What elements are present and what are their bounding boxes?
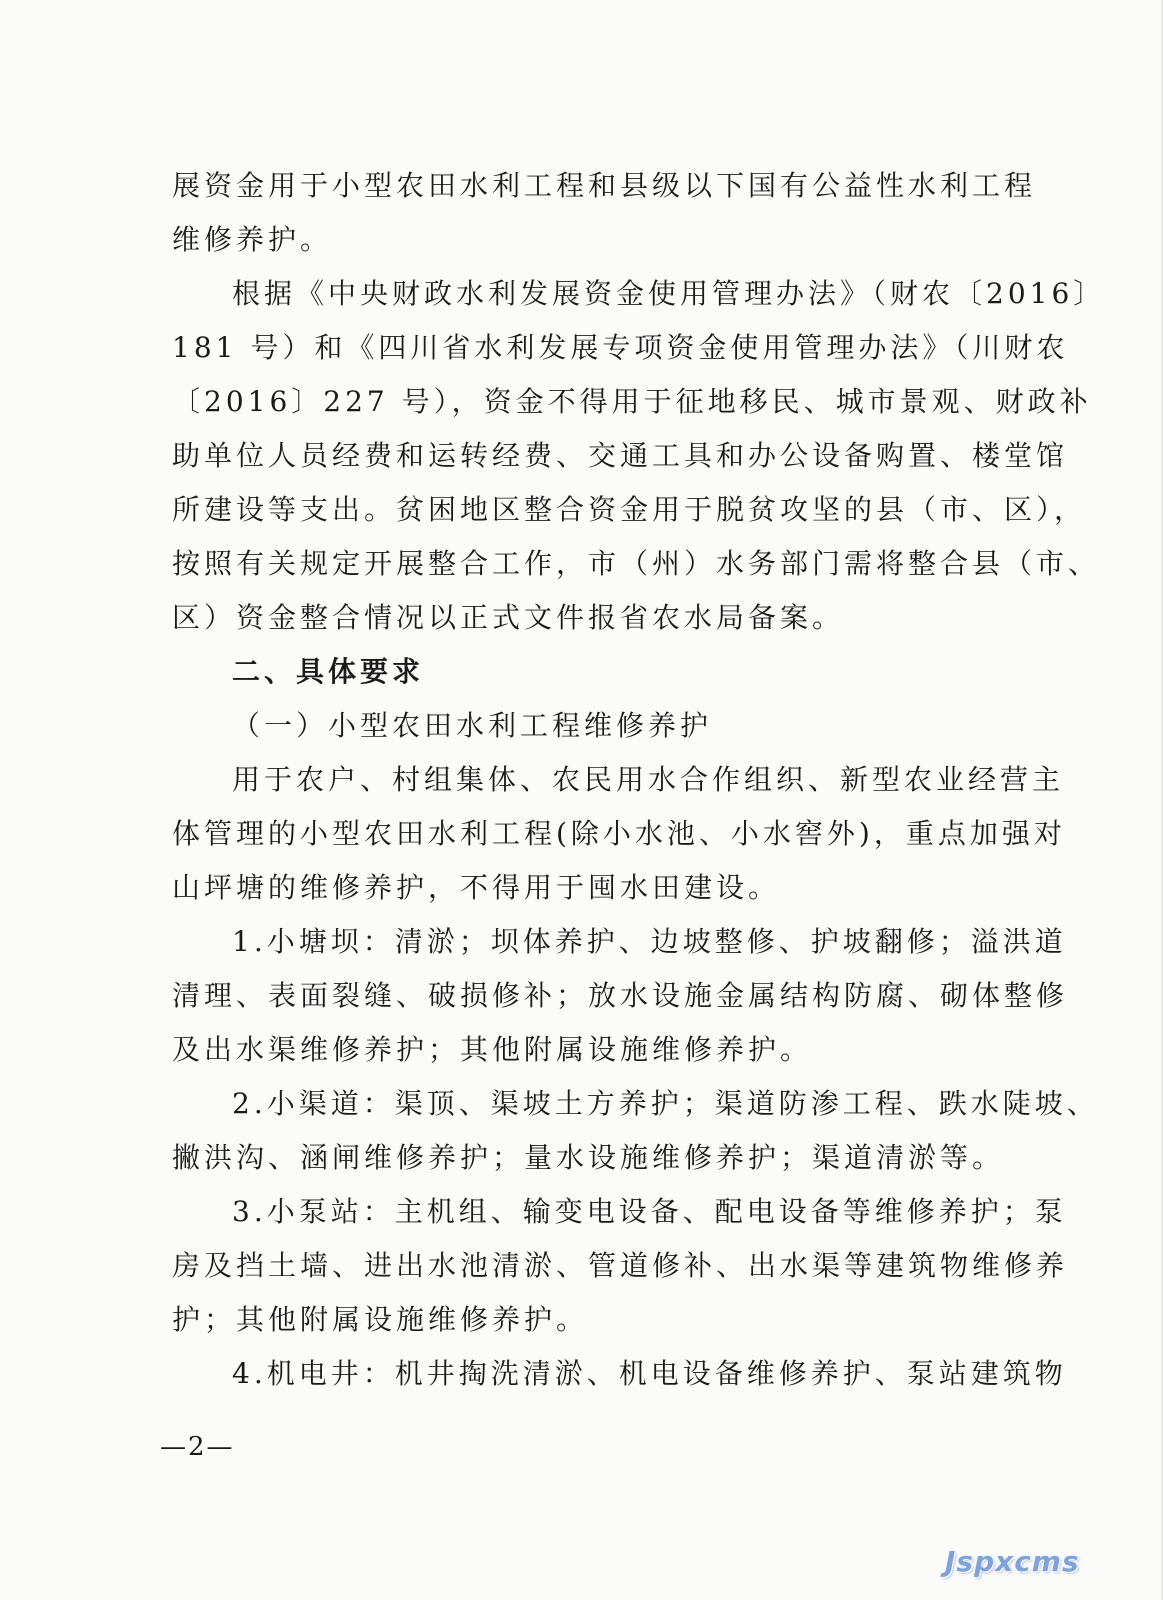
body-line: 清理、表面裂缝、破损修补；放水设施金属结构防腐、砌体整修 (172, 979, 1069, 1012)
body-line: 山坪塘的维修养护，不得用于囤水田建设。 (172, 871, 781, 904)
body-line: 1.小塘坝：清淤；坝体养护、边坡整修、护坡翻修；溢洪道 (232, 925, 1067, 958)
body-line: 展资金用于小型农田水利工程和县级以下国有公益性水利工程 (172, 169, 1037, 202)
body-line: 根据《中央财政水利发展资金使用管理办法》（财农〔2016〕 (232, 277, 1106, 310)
body-line: 体管理的小型农田水利工程(除小水池、小水窖外)，重点加强对 (172, 817, 1066, 850)
page-number: —2— (160, 1432, 235, 1462)
body-line: 助单位人员经费和运转经费、交通工具和办公设备购置、楼堂馆 (172, 439, 1069, 472)
body-line: 4.机电井：机井掏洗清淤、机电设备维修养护、泵站建筑物 (232, 1357, 1067, 1390)
body-line: 维修养护。 (172, 223, 333, 256)
subsection-heading: （一）小型农田水利工程维修养护 (232, 709, 713, 742)
watermark-logo: Jspxcms (945, 1545, 1080, 1578)
body-line: 〔2016〕227 号），资金不得用于征地移民、城市景观、财政补 (172, 385, 1092, 418)
body-line: 用于农户、村组集体、农民用水合作组织、新型农业经营主 (232, 763, 1065, 796)
body-line: 撇洪沟、涵闸维修养护；量水设施维修养护；渠道清淤等。 (172, 1141, 1005, 1174)
body-line: 所建设等支出。贫困地区整合资金用于脱贫攻坚的县（市、区）， (172, 493, 1087, 526)
body-line: 护；其他附属设施维修养护。 (172, 1303, 589, 1336)
body-line: 房及挡土墙、进出水池清淤、管道修补、出水渠等建筑物维修养 (172, 1249, 1069, 1282)
body-line: 3.小泵站：主机组、输变电设备、配电设备等维修养护；泵 (232, 1195, 1067, 1228)
body-line: 181 号）和《四川省水利发展专项资金使用管理办法》（川财农 (172, 331, 1069, 364)
body-line: 2.小渠道：渠顶、渠坡土方养护；渠道防渗工程、跌水陡坡、 (232, 1087, 1099, 1120)
body-line: 区）资金整合情况以正式文件报省农水局备案。 (172, 601, 845, 634)
body-line: 及出水渠维修养护；其他附属设施维修养护。 (172, 1033, 813, 1066)
section-heading: 二、具体要求 (232, 655, 425, 688)
body-line: 按照有关规定开展整合工作，市（州）水务部门需将整合县（市、 (172, 547, 1101, 580)
